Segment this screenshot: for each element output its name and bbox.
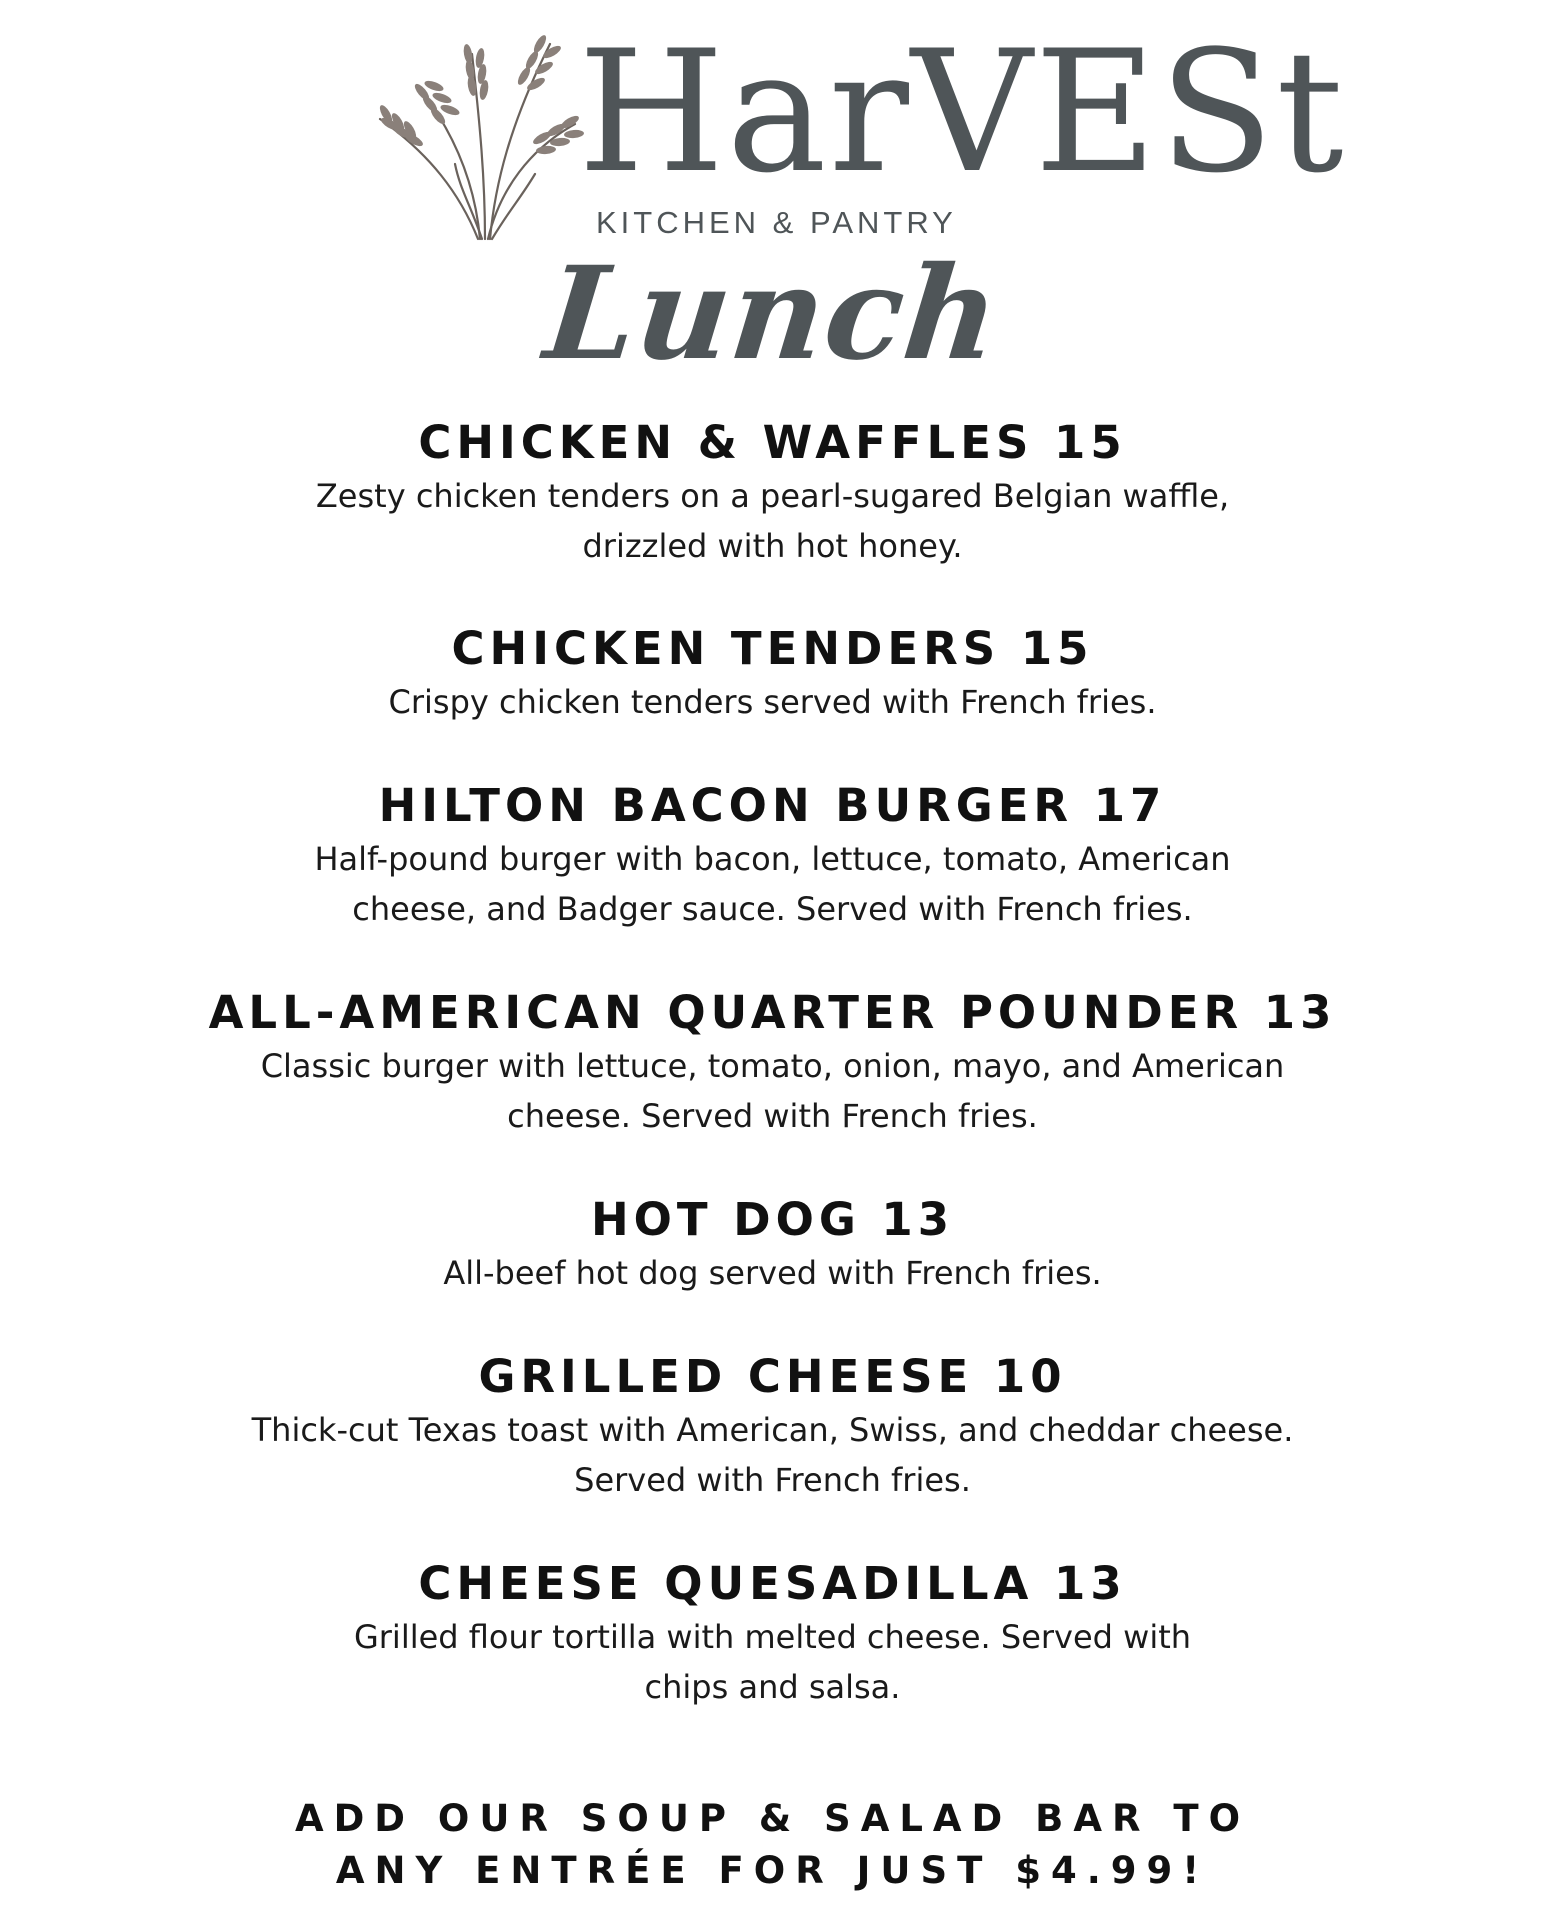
menu-item-description [0, 1041, 1545, 1141]
menu-item-description-line: Served with French fries. [574, 1461, 971, 1499]
menu-item-description-line: chips and salsa. [644, 1668, 901, 1706]
menu-item-name: CHICKEN & WAFFLES 15 [418, 416, 1127, 469]
menu-item [0, 1556, 1545, 1712]
menu-item-description-line: Grilled flour tortilla with melted cheese. Served with [353, 1618, 1192, 1656]
menu-item-description-line: All-beef hot dog served with French fries. [443, 1254, 1102, 1292]
section-title: Lunch [538, 239, 1007, 389]
menu-item [0, 1349, 1545, 1505]
menu-item-description [0, 677, 1545, 727]
menu-item-description-line: Thick-cut Texas toast with American, Swiss, and cheddar cheese. [251, 1411, 1294, 1449]
menu-item-description-line: drizzled with hot honey. [582, 527, 963, 565]
menu-item-name: HOT DOG 13 [590, 1193, 955, 1246]
brand-name: HarVESt [578, 14, 1346, 210]
brand-logo [360, 14, 1346, 244]
menu-item [0, 778, 1545, 934]
brand-subtitle: KITCHEN & PANTRY [596, 205, 957, 240]
menu-item-description [0, 1405, 1545, 1505]
menu-item-name: ALL-AMERICAN QUARTER POUNDER 13 [208, 986, 1337, 1039]
wheat-icon [360, 14, 600, 244]
menu-item [0, 621, 1545, 727]
promo-footer [0, 1793, 1545, 1897]
menu-item [0, 985, 1545, 1141]
menu-item-name: CHEESE QUESADILLA 13 [418, 1557, 1127, 1610]
menu-item-name: GRILLED CHEESE 10 [478, 1350, 1067, 1403]
menu-item-description-line: Half-pound burger with bacon, lettuce, tomato, American [314, 840, 1231, 878]
menu-item-description [0, 1612, 1545, 1712]
menu-item-description [0, 834, 1545, 934]
menu-item [0, 1192, 1545, 1298]
menu-item [0, 415, 1545, 571]
menu-item-description-line: cheese, and Badger sauce. Served with French fries. [352, 890, 1193, 928]
menu-item-name: HILTON BACON BURGER 17 [378, 779, 1167, 832]
menu-item-description-line: cheese. Served with French fries. [507, 1097, 1038, 1135]
menu-item-description [0, 1248, 1545, 1298]
menu-item-name: CHICKEN TENDERS 15 [451, 622, 1094, 675]
promo-line: ADD OUR SOUP & SALAD BAR TO [294, 1797, 1251, 1840]
promo-line: ANY ENTRÉE FOR JUST $4.99! [335, 1849, 1210, 1892]
menu-item-description-line: Zesty chicken tenders on a pearl-sugared Belgian waffle, [315, 477, 1230, 515]
menu-item-description [0, 471, 1545, 571]
menu-item-description-line: Classic burger with lettuce, tomato, onion, mayo, and American [260, 1047, 1285, 1085]
menu-item-description-line: Crispy chicken tenders served with French fries. [388, 683, 1157, 721]
